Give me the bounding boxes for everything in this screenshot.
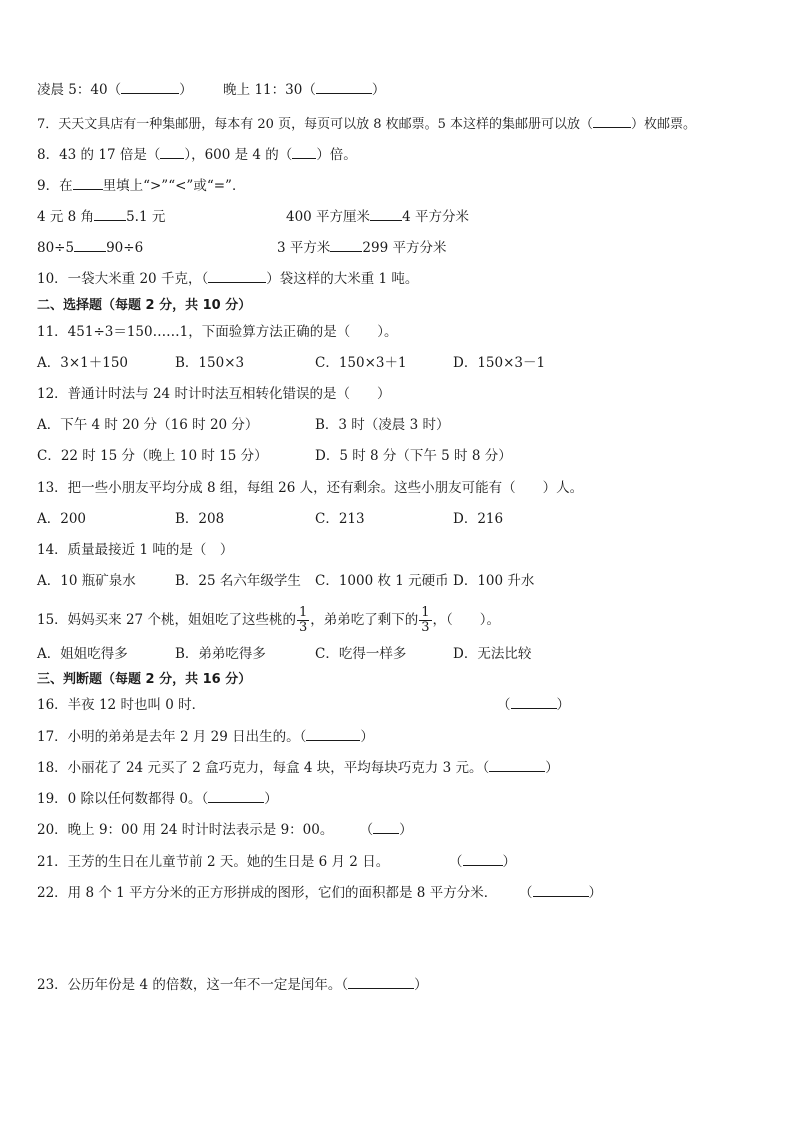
- q13-option-a[interactable]: A．200: [37, 511, 87, 527]
- fraction-one-third: $\frac{1}{3}$: [421, 605, 430, 635]
- q22-blank[interactable]: [533, 883, 589, 897]
- q9-row2-right: 3 平方米 299 平方分米: [277, 240, 447, 256]
- q11-option-c[interactable]: C．150×3＋1: [315, 355, 407, 371]
- section2-title: 二、选择题（每题 2 分，共 10 分）: [37, 298, 252, 313]
- q6-a-blank[interactable]: [121, 80, 179, 94]
- fraction-one-third: $\frac{1}{3}$: [298, 605, 308, 635]
- q6-b-blank[interactable]: [316, 80, 372, 94]
- q15-stem: 15．妈妈买来 27 个桃，姐姐吃了这些桃的 $\frac{1}{3}$ ，弟弟吃了剩下的 $\frac{1}{3}$ ，（ ）。: [37, 605, 501, 635]
- q9-row2-left: 80÷5 90÷6: [37, 240, 144, 256]
- q21-line: 21．王芳的生日在儿童节前 2 天。她的生日是 6 月 2 日。: [37, 854, 390, 870]
- q19-line: 19．0 除以任何数都得 0。（ ）: [37, 791, 278, 807]
- q13-stem: 13．把一些小朋友平均分成 8 组，每组 26 人，还有剩余。这些小朋友可能有（ ）人。: [37, 480, 584, 496]
- q17-blank[interactable]: [306, 727, 360, 741]
- q13-option-c[interactable]: C．213: [315, 511, 365, 527]
- q23-blank[interactable]: [348, 975, 414, 989]
- q12-option-b[interactable]: B．3 时（凌晨 3 时）: [315, 417, 450, 433]
- q9-row1-right: 400 平方厘米 4 平方分米: [286, 209, 469, 225]
- q9-example-blank: [73, 176, 103, 190]
- q10-line: 10．一袋大米重 20 千克，（ ）袋这样的大米重 1 吨。: [37, 271, 419, 287]
- q6-a-label: 凌晨 5：40: [37, 82, 108, 98]
- q8-blank-2[interactable]: [292, 145, 316, 159]
- q8-blank-1[interactable]: [160, 145, 184, 159]
- section3-title: 三、判断题（每题 2 分，共 16 分）: [37, 672, 252, 687]
- q9-line: 9．在 里填上“>”“<”或“=”．: [37, 178, 246, 194]
- q9-blank-4[interactable]: [330, 238, 362, 252]
- q16-stem: 16．半夜 12 时也叫 0 时．: [37, 697, 206, 713]
- q13-option-d[interactable]: D．216: [453, 511, 504, 527]
- q14-option-a[interactable]: A．10 瓶矿泉水: [37, 573, 136, 589]
- q13-option-b[interactable]: B．208: [175, 511, 225, 527]
- q9-blank-1[interactable]: [94, 207, 126, 221]
- q14-option-c[interactable]: C．1000 枚 1 元硬币: [315, 573, 449, 589]
- q20-line: 20．晚上 9：00 用 24 时计时法表示是 9：00。 （ ）: [37, 822, 413, 838]
- q14-stem: 14．质量最接近 1 吨的是（ ）: [37, 542, 234, 558]
- q20-blank[interactable]: [373, 820, 399, 834]
- q10-blank[interactable]: [208, 269, 266, 283]
- q14-option-d[interactable]: D．100 升水: [453, 573, 535, 589]
- q7-blank[interactable]: [593, 114, 631, 128]
- q23-line: 23．公历年份是 4 的倍数，这一年不一定是闰年。（ ）: [37, 977, 428, 993]
- q11-option-b[interactable]: B．150×3: [175, 355, 245, 371]
- q16-blank[interactable]: [511, 695, 557, 709]
- q12-option-a[interactable]: A．下午 4 时 20 分（16 时 20 分）: [37, 417, 259, 433]
- q17-line: 17．小明的弟弟是去年 2 月 29 日出生的。（ ）: [37, 729, 374, 745]
- q9-row1-left: 4 元 8 角 5.1 元: [37, 209, 166, 225]
- q21-blank[interactable]: [463, 852, 503, 866]
- q9-blank-3[interactable]: [74, 238, 106, 252]
- q14-option-b[interactable]: B．25 名六年级学生: [175, 573, 301, 589]
- q12-stem: 12．普通计时法与 24 时计时法互相转化错误的是（ ）: [37, 386, 391, 402]
- q11-option-d[interactable]: D．150×3－1: [453, 355, 546, 371]
- q6-b-label: 晚上 11：30: [223, 82, 303, 98]
- q21-answer: （ ）: [449, 854, 516, 870]
- q15-option-c[interactable]: C．吃得一样多: [315, 646, 407, 662]
- q15-option-a[interactable]: A．姐姐吃得多: [37, 646, 128, 662]
- q19-blank[interactable]: [208, 789, 264, 803]
- q11-stem: 11．451÷3＝150……1，下面验算方法正确的是（ ）。: [37, 324, 398, 340]
- q15-option-d[interactable]: D．无法比较: [453, 646, 532, 662]
- q16-answer: （ ）: [497, 697, 570, 713]
- q9-blank-2[interactable]: [370, 207, 402, 221]
- q18-blank[interactable]: [489, 758, 545, 772]
- q15-option-b[interactable]: B．弟弟吃得多: [175, 646, 266, 662]
- q8-line: 8．43 的 17 倍是（ ），600 是 4 的（ ）倍。: [37, 147, 357, 163]
- q12-option-c[interactable]: C．22 时 15 分（晚上 10 时 15 分）: [37, 448, 268, 464]
- q22-line: 22．用 8 个 1 平方分米的正方形拼成的图形，它们的面积都是 8 平方分米．: [37, 885, 498, 901]
- q18-line: 18．小丽花了 24 元买了 2 盒巧克力，每盒 4 块，平均每块巧克力 3 元。（ ）: [37, 760, 559, 776]
- q7-line: 7．天天文具店有一种集邮册，每本有 20 页，每页可以放 8 枚邮票。5 本这样的集邮册可以放（ ）枚邮票。: [37, 114, 696, 135]
- q11-option-a[interactable]: A．3×1＋150: [37, 355, 129, 371]
- q6-line: 凌晨 5：40（ ） 晚上 11：30（ ）: [37, 82, 386, 98]
- q12-option-d[interactable]: D．5 时 8 分（下午 5 时 8 分）: [315, 448, 512, 464]
- q22-answer: （ ）: [519, 885, 602, 901]
